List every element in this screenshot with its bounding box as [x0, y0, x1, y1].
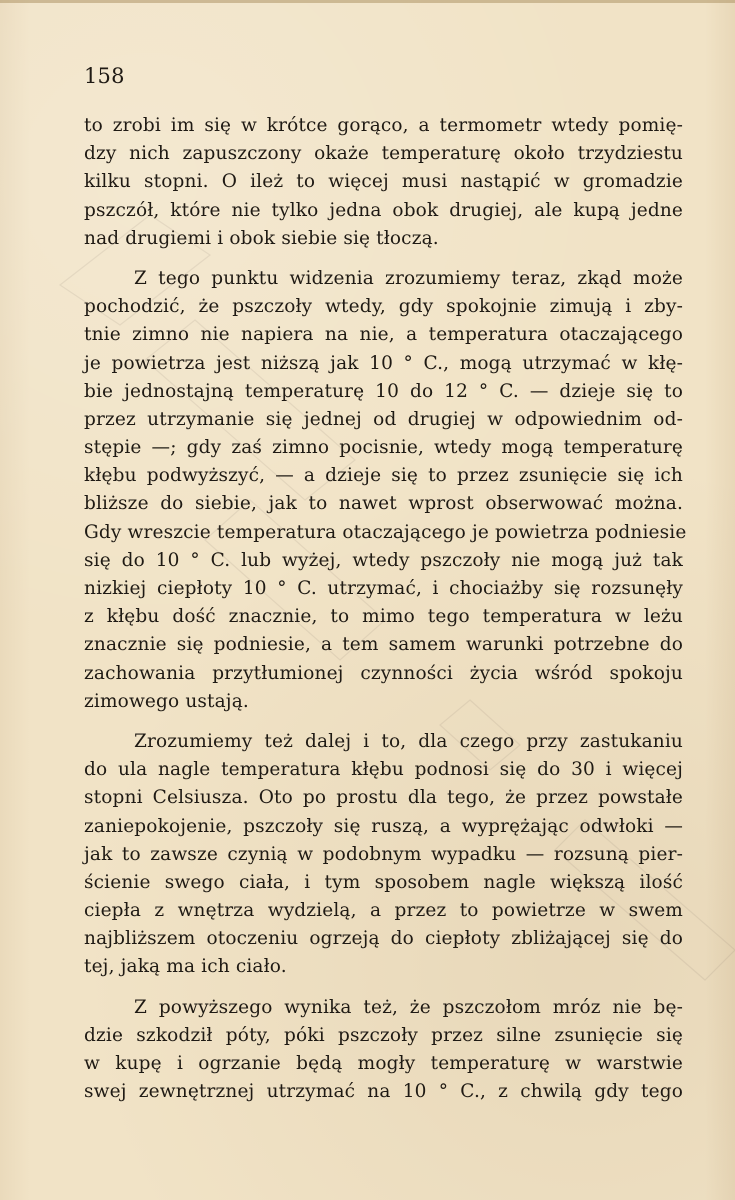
text-line: z kłębu dość znacznie, to mimo tego temperatura w leżu [84, 606, 683, 628]
text-line: ścienie swego ciała, i tym sposobem nagle większą ilość [84, 871, 683, 893]
paragraph-4 [84, 994, 683, 1107]
text-line: nad drugiemi i obok siebie się tłoczą. [84, 227, 439, 249]
text-line: stępie —; gdy zaś zimno pocisnie, wtedy mogą temperaturę [84, 437, 683, 459]
paragraph-1 [84, 112, 683, 253]
text-line: jak to zawsze czynią w podobnym wypadku — rozsuną pier- [84, 843, 683, 865]
text-line: zaniepokojenie, pszczoły się ruszą, a wyprężając odwłoki — [84, 815, 683, 837]
text-line: bliższe do siebie, jak to nawet wprost obserwować można. [84, 493, 683, 515]
text-line: kłębu podwyższyć, — a dzieje się to przez zsunięcie się ich [84, 465, 683, 487]
text-line: zachowania przytłumionej czynności życia wśród spokoju [84, 662, 683, 684]
text-line: do ula nagle temperatura kłębu podnosi się do 30 i więcej [84, 759, 683, 781]
text-line: znacznie się podniesie, a tem samem warunki potrzebne do [84, 634, 683, 656]
text-line: swej zewnętrznej utrzymać na 10 ° C., z chwilą gdy tego [84, 1081, 683, 1103]
text-line: je powietrza jest niższą jak 10 ° C., mogą utrzymać w kłę- [84, 352, 683, 374]
text-line: pszczół, które nie tylko jedna obok drugiej, ale kupą jedne [84, 199, 683, 221]
page-top-edge [0, 0, 735, 3]
text-line: to zrobi im się w krótce gorąco, a termometr wtedy pomię- [84, 115, 683, 136]
text-line: dzy nich zapuszczony okaże temperaturę około trzydziestu [84, 143, 683, 165]
page-number: 158 [84, 64, 125, 88]
text-line: Z powyższego wynika też, że pszczołom mróz nie bę- [134, 996, 683, 1018]
text-line: bie jednostajną temperaturę 10 do 12 ° C. — dzieje się to [84, 380, 683, 402]
text-line: Gdy wreszcie temperatura otaczającego je powietrza podniesie [84, 521, 687, 543]
text-line: się do 10 ° C. lub wyżej, wtedy pszczoły nie mogą już tak [84, 549, 683, 571]
text-line: Zrozumiemy też dalej i to, dla czego przy zastukaniu [134, 730, 683, 752]
text-line: tej, jaką ma ich ciało. [84, 956, 287, 978]
text-line: zimowego ustają. [84, 690, 249, 712]
paragraph-3 [84, 728, 683, 982]
text-line: dzie szkodził póty, póki pszczoły przez silne zsunięcie się [84, 1024, 683, 1046]
text-line: nizkiej ciepłoty 10 ° C. utrzymać, i chociażby się rozsunęły [84, 578, 683, 599]
text-line: stopni Celsiusza. Oto po prostu dla tego, że przez powstałe [84, 787, 683, 809]
paragraph-2 [84, 265, 687, 716]
faint-watermark [45, 1098, 695, 1168]
text-line: kilku stopni. O ileż to więcej musi nastąpić w gromadzie [84, 171, 683, 193]
text-line: przez utrzymanie się jednej od drugiej w odpowiednim od- [84, 408, 683, 430]
body-text [84, 112, 687, 1106]
text-line: w kupę i ogrzanie będą mogły temperaturę w warstwie [84, 1053, 683, 1074]
text-line: ciepła z wnętrza wydzielą, a przez to powietrze w swem [84, 900, 683, 922]
text-line: pochodzić, że pszczoły wtedy, gdy spokojnie zimują i zby- [84, 296, 683, 318]
text-line: tnie zimno nie napiera na nie, a temperatura otaczającego [84, 324, 683, 346]
text-line: Z tego punktu widzenia zrozumiemy teraz, zkąd może [134, 267, 683, 289]
text-line: najbliższem otoczeniu ogrzeją do ciepłoty zbliżającej się do [84, 928, 683, 950]
